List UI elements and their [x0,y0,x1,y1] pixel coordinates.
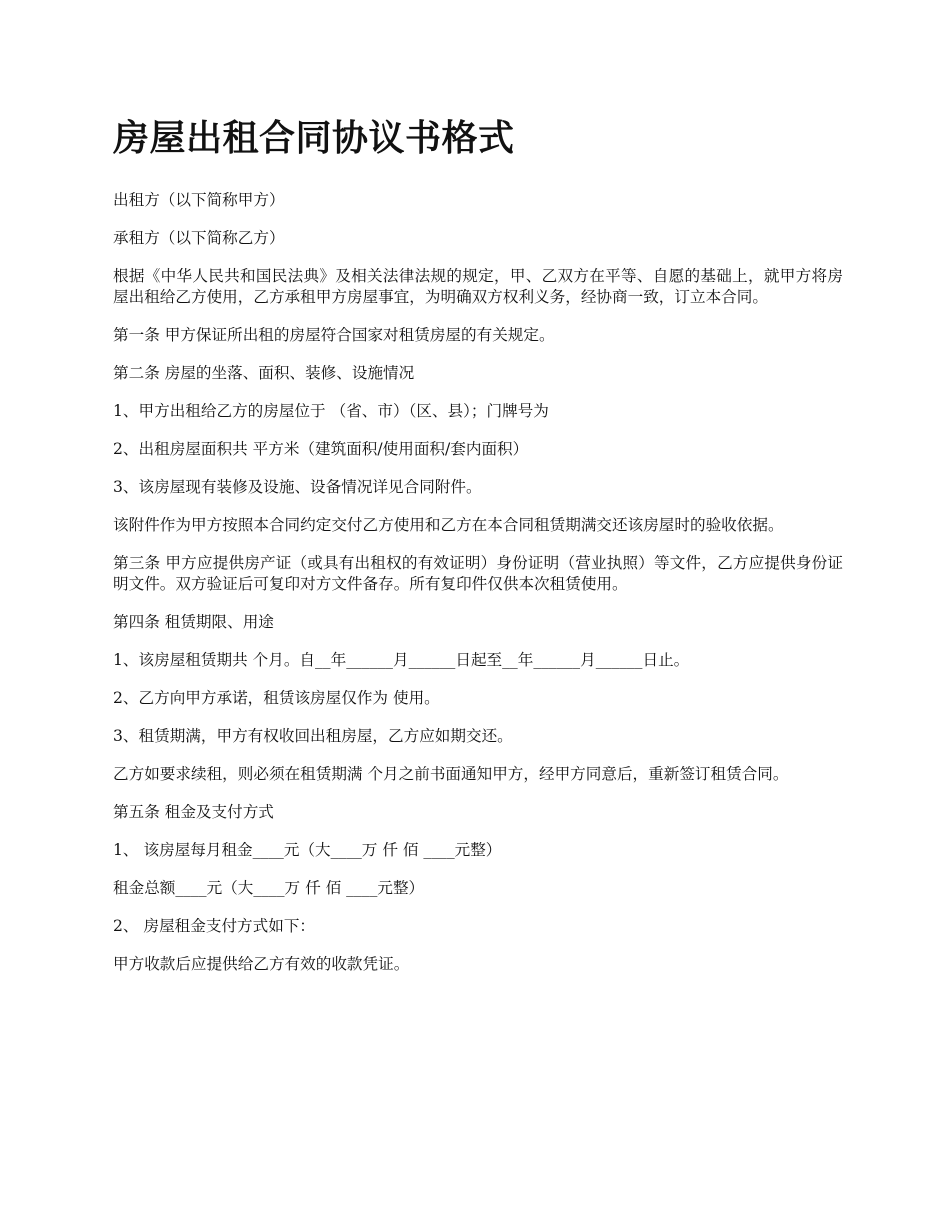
paragraph-rent-total: 租金总额____元（大____万 仟 佰 ____元整） [113,879,425,897]
paragraph-article-3: 第三条 甲方应提供房产证（或具有出租权的有效证明）身份证明（营业执照）等文件，乙方应提供身份证明文件。双方验证后可复印对方文件备存。所有复印件仅供本次租赁使用。 [113,554,843,593]
paragraph-article-5-item-2: 2、 房屋租金支付方式如下： [113,917,316,935]
document-title: 房屋出租合同协议书格式 [113,117,515,159]
paragraph-article-5: 第五条 租金及支付方式 [113,803,274,821]
paragraph-attachment-note: 该附件作为甲方按照本合同约定交付乙方使用和乙方在本合同租赁期满交还该房屋时的验收依据。 [113,516,784,534]
paragraph-lessor: 出租方（以下简称甲方） [113,191,285,209]
paragraph-article-2: 第二条 房屋的坐落、面积、装修、设施情况 [113,364,415,382]
paragraph-article-2-item-1: 1、甲方出租给乙方的房屋位于 （省、市）（区、县）；门牌号为 [113,402,549,420]
paragraph-article-4-item-3: 3、租赁期满，甲方有权收回出租房屋，乙方应如期交还。 [113,727,513,745]
paragraph-article-5-item-1: 1、 该房屋每月租金____元（大____万 仟 佰 ____元整） [113,841,502,859]
paragraph-article-4-item-2: 2、乙方向甲方承诺，租赁该房屋仅作为 使用。 [113,689,440,707]
paragraph-article-2-item-2: 2、出租房屋面积共 平方米（建筑面积/使用面积/套内面积） [113,440,529,458]
paragraph-article-2-item-3: 3、该房屋现有装修及设施、设备情况详见合同附件。 [113,478,482,496]
paragraph-article-4: 第四条 租赁期限、用途 [113,613,274,631]
paragraph-lessee: 承租方（以下简称乙方） [113,229,285,247]
paragraph-renewal: 乙方如要求续租，则必须在租赁期满 个月之前书面通知甲方，经甲方同意后，重新签订租赁合同。 [113,765,789,783]
paragraph-article-1: 第一条 甲方保证所出租的房屋符合国家对租赁房屋的有关规定。 [113,326,555,344]
paragraph-receipt: 甲方收款后应提供给乙方有效的收款凭证。 [113,955,410,973]
paragraph-article-4-item-1: 1、该房屋租赁期共 个月。自__年______月______日起至__年______月______日止。 [113,651,690,669]
document-page [113,112,843,992]
paragraph-preamble: 根据《中华人民共和国民法典》及相关法律法规的规定，甲、乙双方在平等、自愿的基础上，就甲方将房屋出租给乙方使用，乙方承租甲方房屋事宜，为明确双方权利义务，经协商一致，订立本合同。 [113,267,843,306]
